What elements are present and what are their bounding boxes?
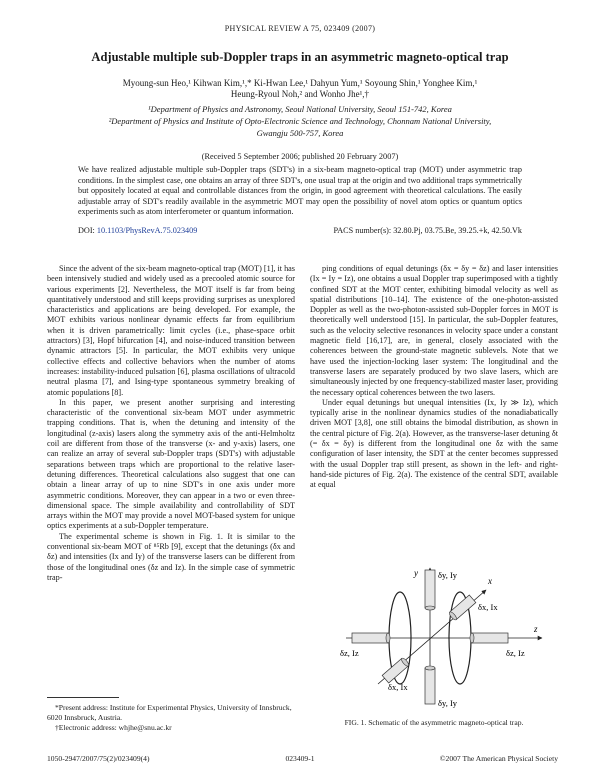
beam-x-lower [382,657,410,683]
doi-label: DOI: [78,226,95,235]
beam-y-top-label: δy, Iy [438,570,458,580]
footnote-email: †Electronic address: whjhe@snu.ac.kr [55,723,172,732]
beam-y-bottom [425,666,435,704]
beam-z-left-label: δz, Iz [340,648,359,658]
figure-caption: FIG. 1. Schematic of the asymmetric magneto-optical trap. [344,718,524,727]
authors-line-1: Myoung-sun Heo,¹ Kihwan Kim,¹,* Ki-Hwan Lee,¹ Dahyun Yum,¹ Soyoung Shin,¹ Yonghee Kim,¹ [122,78,478,88]
author-list [60,78,540,100]
pacs-numbers: PACS number(s): 32.80.Pj, 03.75.Be, 39.25.+k, 42.50.Vk [333,226,522,235]
paragraph: In this paper, we present another surprising and interesting characteristic of the conventional six-beam MOT under asymmetric trapping conditions. That is, when the detuning and intensity of the longitudinal (z-axis) lasers along the symmetry axis of the anti-Helmholtz coil are different from those of the transverse (x- and y-axis) lasers, one can realize an array of several sub-Doppler traps (SDT's) with adjustable separations between traps which are proportional to the relative laser-detuning differences. Theoretical calculations also suggest that one can obtain a linear array of up to nine SDT's in one axis under more asymmetric conditions. Moreover, they can appear in a two or even three-dimensional space. The simple availability and controllability of SDT arrays within the MOT may provide a novel MOT-based system for unique optics experiments at a sub-Doppler temperature. [47,397,295,531]
body-column-left [47,264,295,583]
received-dates: (Received 5 September 2006; published 20 February 2007) [201,152,399,161]
mot-schematic-figure [338,562,546,710]
footer-issn: 1050-2947/2007/75(2)/023409(4) [47,754,150,763]
abstract: We have realized adjustable multiple sub-Doppler traps (SDT's) in a six-beam magneto-optical trap (MOT) under asymmetric trap conditions. In the simplest case, one obtains an array of three SDT's, one usual trap at the origin and two additional traps symmetrically but oppositely located at equal and controllable distances from the origin, in good agreement with theoretical calculations. The easily adjustable array of SDT's readily available in the asymmetric MOT may open the possibility of novel atom optics or quantum optics experiments such as atom interferometer or quantum information. [78,165,522,217]
beam-z-right [470,633,508,643]
authors-line-2: Heung-Ryoul Noh,² and Wonho Jhe¹,† [230,89,370,99]
running-head: PHYSICAL REVIEW A 75, 023409 (2007) [224,24,376,33]
beam-z-left [352,633,390,643]
footnote-present-address: *Present address: Institute for Experimental Physics, University of Innsbruck, 6020 Innsbruck, Austria. [47,703,292,722]
beam-x-upper [448,595,476,621]
footnotes [47,703,295,733]
beam-z-right-label: δz, Iz [506,648,525,658]
paragraph: Since the advent of the six-beam magneto-optical trap (MOT) [1], it has been intensively studied and widely used as a precooled atomic source for various experiments [2]. Nevertheless, the MOT itself is far from being quantitatively understood and still keeps providing surprises as unexplored characteristics and applications are being developed. For example, the MOT exhibits various nonlinear dynamic effects far from equilibrium when it is driven parametrically: limit cycles (i.e., phase-space orbit attractors) [3], Hopf bifurcation [4], and noise-induced transition between dynamic attractors [5]. In particular, the MOT exhibits very unique collective effects and collective behaviors when the number of atoms increases: instability-induced pulsation [6], plasma oscillations of ultracold neutral plasma [7], and Ising-type spontaneous symmetry breaking of atomic populations [8]. [47,264,295,397]
paragraph: The experimental scheme is shown in Fig. 1. It is similar to the conventional six-beam MOT of ⁸⁵Rb [9], except that the detunings (δx and δz) and intensities (Ix and Iy) of the transverse lasers can be different from those of the longitudinal ones (δz and Iz). In the simple case of symmetric trap- [47,531,295,582]
beam-y-bottom-label: δy, Iy [438,698,458,708]
beam-y-top [425,570,435,610]
footnote-rule [47,697,119,698]
axis-x-label: x [488,576,492,586]
beam-x-upper-label: δx, Ix [478,602,498,612]
affiliation-2-city: Gwangju 500-757, Korea [256,128,344,138]
paper-title: Adjustable multiple sub-Doppler traps in an asymmetric magneto-optical trap [91,50,509,64]
axis-z-label: z [534,624,538,634]
doi-link[interactable]: 10.1103/PhysRevA.75.023409 [96,226,198,235]
affiliation-1: ¹Department of Physics and Astronomy, Seoul National University, Seoul 151-742, Korea [148,104,452,114]
body-column-right [310,264,558,491]
beam-x-lower-label: δx, Ix [388,682,408,692]
footer-copyright: ©2007 The American Physical Society [439,754,558,763]
paragraph: Under equal detunings but unequal intensities (Ix, Iy ≫ Iz), which typically arise in the nonlinear dynamics studies of the nonadiabatically driven MOT [3,8], one still obtains the bimodal distribution, as shown in the central picture of Fig. 2(a). However, as the transverse-laser detuning δt (= δx = δy) is different from the longitudinal one δz with the same configuration of laser intensity, the SDT at the center becomes suppressed with the usual Doppler trap still present, as shown in the left- and right-hand-side pictures of Fig. 2(a). The existence of the central SDT, available at equal [310,397,558,490]
footer-page-number: 023409-1 [285,754,315,763]
affiliation-2: ²Department of Physics and Institute of Opto-Electronic Science and Technology, Chonnam National University, [108,116,492,126]
paragraph: ping conditions of equal detunings (δx = δy = δz) and laser intensities (Ix = Iy = Iz), one obtains a usual Doppler trap superimposed with a tightly confined SDT at the MOT center, exhibiting bimodal velocity as well as spatial distributions [10–14]. The existence of the one-photon-assisted Doppler as well as the two-photon-assisted sub-Doppler forces in MOT is theoretically well understood [15]. In particular, the sub-Doppler features, such as the velocity selective resonances in velocity space under a constant magnetic field [16,17], are, in general, closely associated with the coherences between the ground-state magnetic sublevels. Note that we have used the injection-locking laser system: The longitudinal and the transverse lasers are separately produced by two slave lasers, which are simultaneously injected by one frequency-stabilized master laser, providing the necessary optical coherences between the two lasers. [310,264,558,397]
doi-pacs-line [78,226,522,235]
axis-y-label: y [414,568,418,578]
